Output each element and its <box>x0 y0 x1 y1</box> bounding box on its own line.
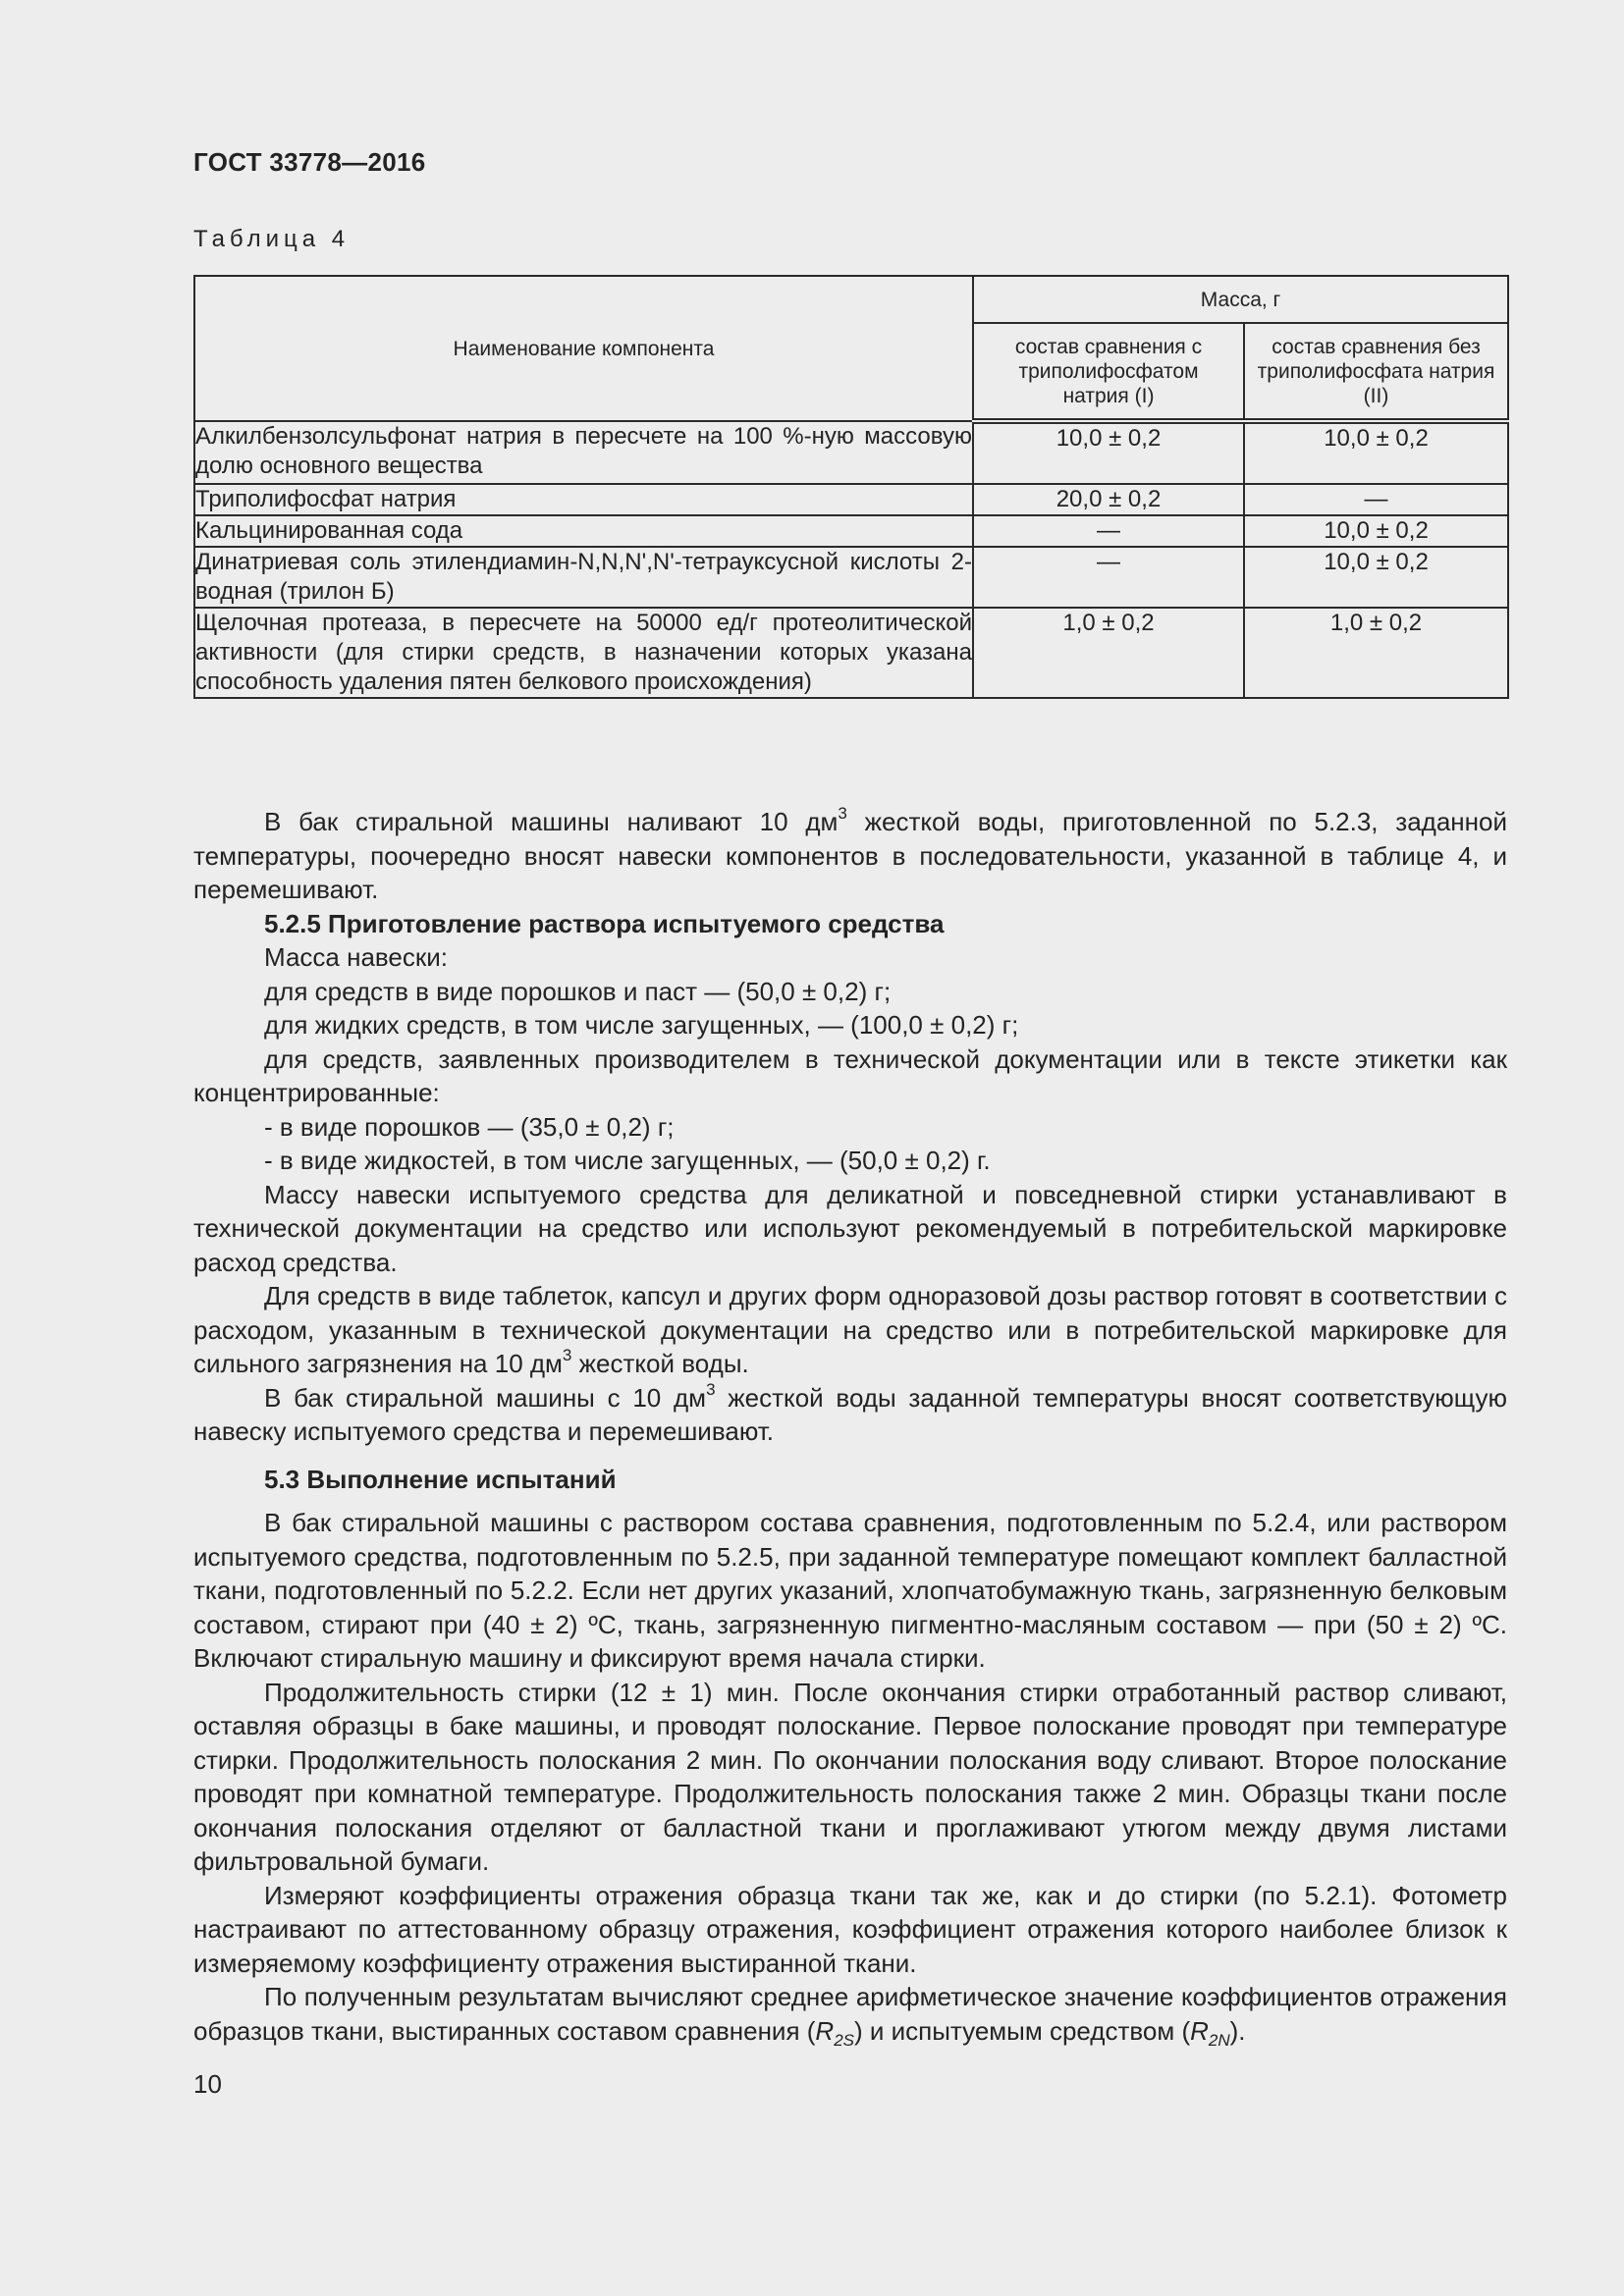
component-name: Триполифосфат натрия <box>194 484 973 515</box>
table-row <box>194 547 1508 608</box>
paragraph: В бак стиральной машины наливают 10 $дм^3$ жесткой воды, приготовленной по 5.2.3, заданной температуры, поочередно вносят навески компонентов в последовательности, указанной в таблице 4, и перемешивают. <box>193 804 1507 904</box>
list-item: для средств в виде порошков и паст — (50,0 ± 0,2) г; <box>264 976 892 1006</box>
mass-without-tpp: 1,0 ± 0,2 <box>1244 608 1508 698</box>
paragraph: В бак стиральной машины с 10 $дм^3$ жесткой воды заданной температуры вносят соответствующую навеску испытуемого средства и перемешивают. <box>193 1379 1507 1446</box>
header-component-name: Наименование компонента <box>194 276 973 421</box>
section-heading-5-3: 5.3 Выполнение испытаний <box>264 1464 617 1494</box>
table-row <box>194 421 1508 484</box>
paragraph: Массу навески испытуемого средства для деликатной и повседневной стирки устанавливают в технической документации на средство или используют рекомендуемый в потребительской маркировке расход средства. <box>193 1179 1507 1277</box>
header-mass: Масса, г <box>973 276 1508 323</box>
table-row <box>194 515 1508 547</box>
mass-with-tpp: 1,0 ± 0,2 <box>973 608 1244 698</box>
mass-without-tpp: 10,0 ± 0,2 <box>1244 421 1508 484</box>
mass-with-tpp: 10,0 ± 0,2 <box>973 421 1244 484</box>
table-caption: Таблица 4 <box>193 226 351 252</box>
mass-with-tpp: — <box>973 515 1244 547</box>
paragraph: В бак стиральной машины с раствором состава сравнения, подготовленным по 5.2.4, или раствором испытуемого средства, подготовленным по 5.2.5, при заданной температуре помещают комплект балластной ткани, подготовленный по 5.2.2. Если нет других указаний, хлопчатобумажную ткань, загрязненную белковым составом, стирают при (40 ± 2) ºС, ткань, загрязненную пигментно-масляным составом — при (50 ± 2) ºС. Включают стиральную машину и фиксируют время начала стирки. <box>193 1508 1507 1673</box>
mass-with-tpp: — <box>973 547 1244 608</box>
header-reference-without-tpp: состав сравнения без триполифосфата натрия (II) <box>1244 323 1508 421</box>
section-heading-5-2-5: 5.2.5 Приготовление раствора испытуемого средства <box>264 908 945 938</box>
mass-without-tpp: 10,0 ± 0,2 <box>1244 547 1508 608</box>
document-title: ГОСТ 33778—2016 <box>193 147 426 177</box>
mass-without-tpp: 10,0 ± 0,2 <box>1244 515 1508 547</box>
table-row <box>194 608 1508 698</box>
table-row <box>194 484 1508 515</box>
page-number: 10 <box>193 2069 222 2099</box>
header-reference-with-tpp: состав сравнения с триполифосфатом натрия (I) <box>973 323 1244 421</box>
component-name: Кальцинированная сода <box>194 515 973 547</box>
body-text <box>193 805 1507 2048</box>
mass-without-tpp: — <box>1244 484 1508 515</box>
component-name: Щелочная протеаза, в пересчете на 50000 ед/г протеолитической активности (для стирки средств, в назначении которых указана способность удаления пятен белкового происхождения) <box>194 608 973 698</box>
components-table <box>193 275 1509 699</box>
mass-label: Масса навески: <box>264 942 449 972</box>
component-name: Алкилбензолсульфонат натрия в пересчете на 100 %-ную массовую долю основного вещества <box>194 421 973 484</box>
list-item: для жидких средств, в том числе загущенных, — (100,0 ± 0,2) г; <box>264 1010 1019 1040</box>
component-name: Динатриевая соль этилендиамин-N,N,N',N'-тетрауксусной кислоты 2-водная (трилон Б) <box>194 547 973 608</box>
paragraph: По полученным результатам вычисляют среднее арифметическое значение коэффициентов отражения образцов ткани, выстиранных составом сравнения $(R_{2S})$ и испытуемым средством $(R_{2N})$. <box>193 1982 1507 2050</box>
symbol-r2s: $R_{2S}$ <box>815 2015 854 2050</box>
list-item: - в виде жидкостей, в том числе загущенных, — (50,0 ± 0,2) г. <box>264 1146 991 1175</box>
mass-with-tpp: 20,0 ± 0,2 <box>973 484 1244 515</box>
paragraph: Измеряют коэффициенты отражения образца ткани так же, как и до стирки (по 5.2.1). Фотометр настраивают по аттестованному образцу отражения, коэффициент отражения которого наиболее близок к измеряемому коэффициенту отражения выстиранной ткани. <box>193 1880 1507 1978</box>
paragraph: Продолжительность стирки (12 ± 1) мин. После окончания стирки отработанный раствор сливают, оставляя образцы в баке машины, и проводят полоскание. Первое полоскание проводят при температуре стирки. Продолжительность полоскания 2 мин. По окончании полоскания воду сливают. Второе полоскание проводят при комнатной температуре. Продолжительность полоскания также 2 мин. Образцы ткани после окончания полоскания отделяют от балластной ткани и проглаживают утюгом между двумя листами фильтровальной бумаги. <box>193 1677 1507 1876</box>
paragraph: Для средств в виде таблеток, капсул и других форм одноразовой дозы раствор готовят в соответствии с расходом, указанным в технической документации на средство или в потребительской маркировке для сильного загрязнения на 10 $дм^3$ жесткой воды. <box>193 1281 1507 1378</box>
symbol-r2n: $R_{2N}$ <box>1190 2015 1230 2050</box>
list-item: - в виде порошков — (35,0 ± 0,2) г; <box>264 1111 675 1142</box>
list-item: для средств, заявленных производителем в технической документации или в тексте этикетки как концентрированные: <box>193 1043 1507 1107</box>
